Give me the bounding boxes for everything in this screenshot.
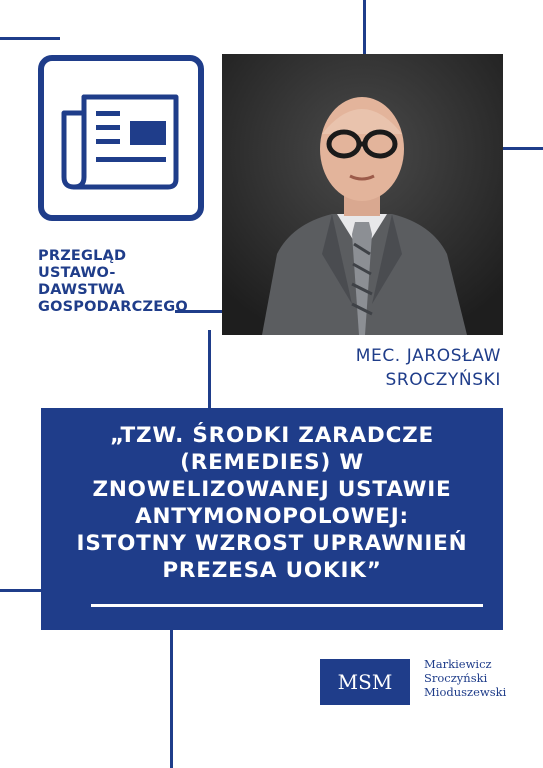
law-firm-name-line: Markiewicz: [424, 657, 492, 671]
decor-line-right-horizontal: [503, 147, 543, 150]
portrait-illustration: [222, 54, 503, 335]
author-name: [356, 344, 501, 392]
decor-line-left-horizontal: [0, 37, 60, 40]
decor-line-bottom-vertical: [170, 630, 173, 768]
section-label: [38, 248, 188, 316]
author-portrait: [222, 54, 503, 335]
newspaper-icon: [44, 61, 198, 215]
article-title-panel: [41, 408, 503, 630]
newspaper-icon-frame: [38, 55, 204, 221]
article-title-line: ISTOTNY WZROST UPRAWNIEŃ: [76, 531, 468, 556]
decor-line-label-vertical: [208, 330, 211, 408]
article-title-line: „TZW. ŚRODKI ZARADCZE: [109, 423, 435, 448]
section-label-line: PRZEGLĄD: [38, 248, 127, 264]
msm-logo: MSM: [320, 659, 410, 705]
title-underline: [91, 604, 483, 607]
decor-line-bottom-left-horizontal: [0, 589, 41, 592]
article-title: [41, 422, 503, 584]
law-firm-name: [424, 657, 506, 699]
section-label-line: GOSPODARCZEGO: [38, 299, 188, 315]
law-firm-name-line: Sroczyński: [424, 671, 488, 685]
decor-line-top-vertical: [363, 0, 366, 54]
article-title-line: PREZESA UOKIK”: [162, 558, 382, 583]
section-label-line: USTAWO-: [38, 265, 116, 281]
article-title-line: (REMEDIES) W: [180, 450, 364, 475]
article-title-line: ZNOWELIZOWANEJ USTAWIE: [92, 477, 452, 502]
article-title-line: ANTYMONOPOLOWEJ:: [135, 504, 409, 529]
author-name-line: MEC. JAROSŁAW: [355, 346, 501, 366]
law-firm-name-line: Mioduszewski: [424, 685, 507, 699]
author-name-line: SROCZYŃSKI: [385, 370, 501, 390]
section-label-line: DAWSTWA: [38, 282, 125, 298]
